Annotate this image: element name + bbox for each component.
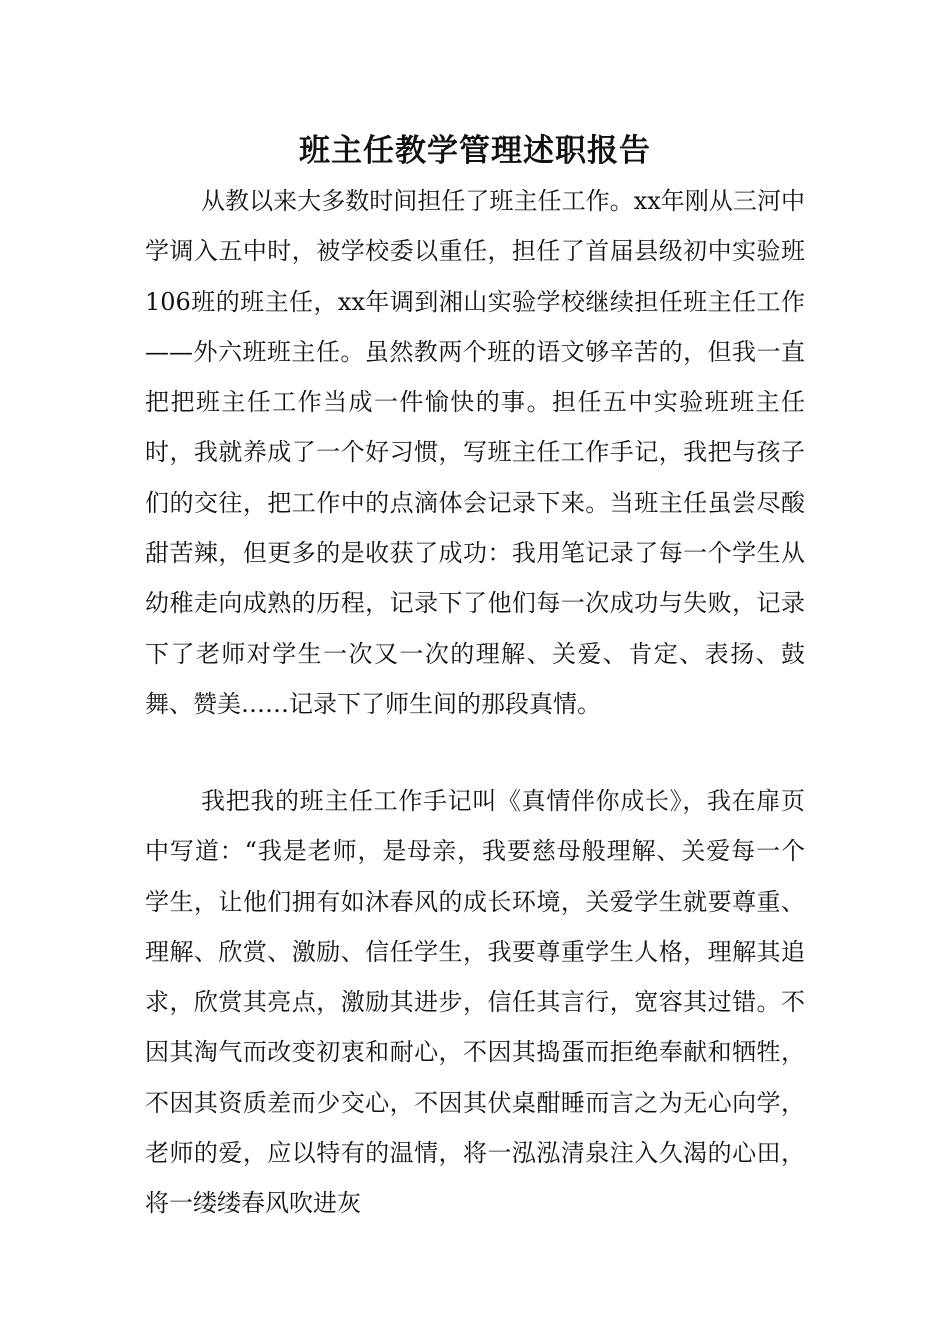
paragraph-2: 我把我的班主任工作手记叫《真情伴你成长》，我在扉页中写道：“我是老师，是母亲，我要慈母般理解、关爱每一个学生，让他们拥有如沐春风的成长环境，关爱学生就要尊重、理解、欣赏、激励、信任学生，我要尊重学生人格，理解其追求，欣赏其亮点，激励其进步，信任其言行，宽容其过错。不因其淘气而改变初衷和耐心，不因其捣蛋而拒绝奉献和牺牲，不因其资质差而少交心，不因其伏桌酣睡而言之为无心向学，老师的爱，应以特有的温情，将一泓泓清泉注入久渴的心田，将一缕缕春风吹进灰 [145, 787, 805, 1218]
paragraph-1: 从教以来大多数时间担任了班主任工作。xx年刚从三河中学调入五中时，被学校委以重任，担任了首届县级初中实验班106班的班主任，xx年调到湘山实验学校继续担任班主任工作——外六班班主任。虽然教两个班的语文够辛苦的，但我一直把把班主任工作当成一件愉快的事。担任五中实验班班主任时，我就养成了一个好习惯，写班主任工作手记，我把与孩子们的交往，把工作中的点滴体会记录下来。当班主任虽尝尽酸甜苦辣，但更多的是收获了成功：我用笔记录了每一个学生从幼稚走向成熟的历程，记录下了他们每一次成功与失败，记录下了老师对学生一次又一次的理解、关爱、肯定、表扬、鼓舞、赞美……记录下了师生间的那段真情。 [145, 187, 805, 718]
document-title: 班主任教学管理述职报告 [299, 133, 651, 169]
